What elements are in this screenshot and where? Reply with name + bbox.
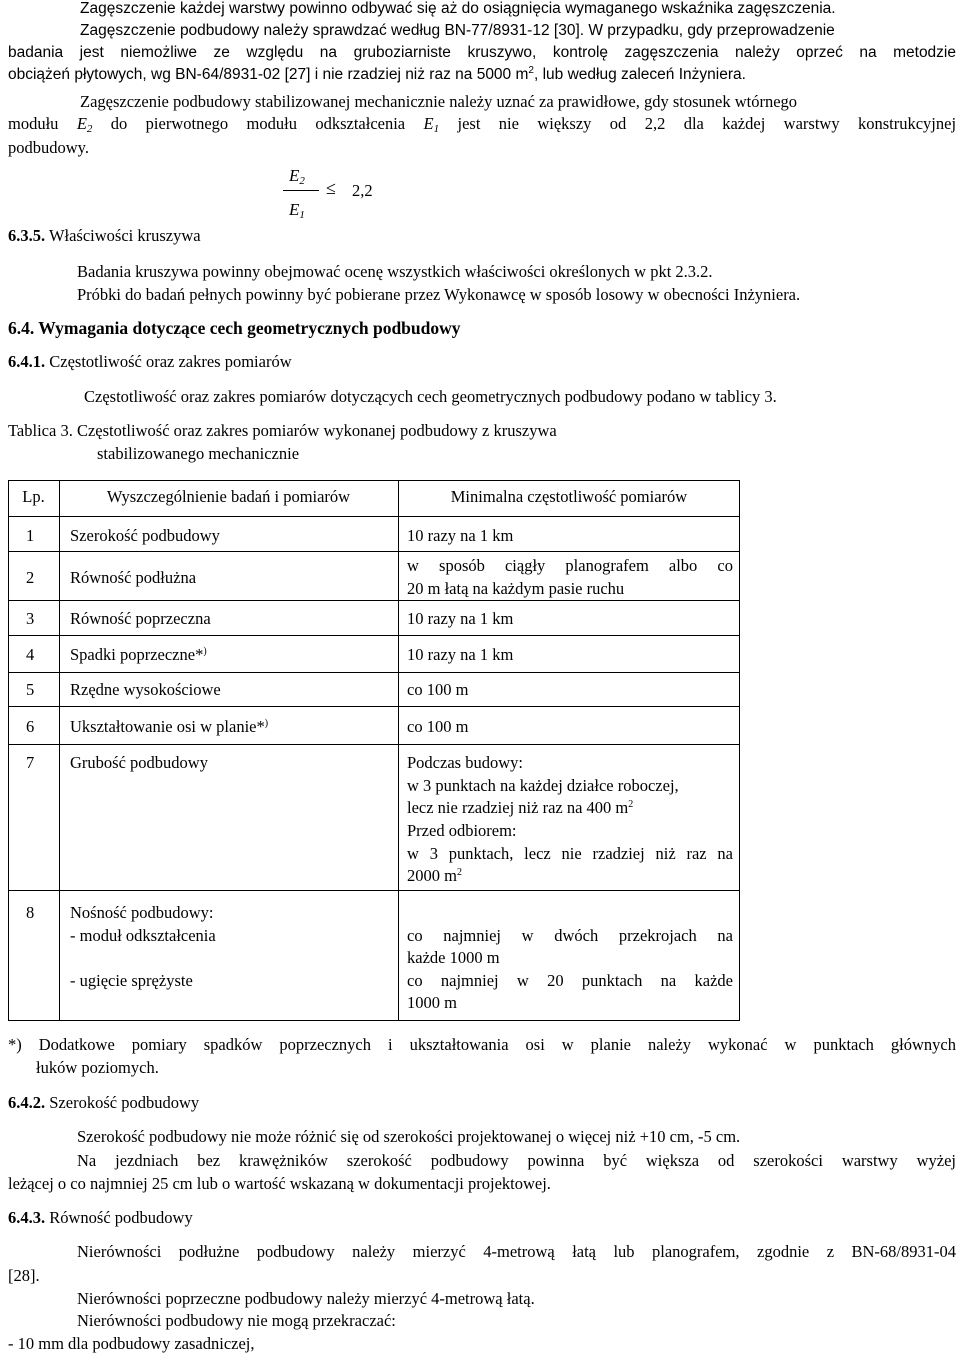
- table-row-frequency: 10 razy na 1 km: [407, 526, 514, 545]
- table-row-name: Rzędne wysokościowe: [70, 680, 221, 699]
- formula-value: 2,2: [352, 181, 373, 200]
- sup-2: 2: [528, 65, 534, 76]
- heading-number: 6.4.3.: [8, 1208, 46, 1227]
- table-row-frequency: lecz nie rzadziej niż raz na 400 $m^2$: [407, 798, 634, 817]
- table-row-frequency: Podczas budowy:: [407, 753, 523, 772]
- table-row-divider: [8, 635, 740, 636]
- table-row-name: Spadki poprzeczne*): [70, 645, 207, 664]
- formula-numerator: $E_2$: [289, 166, 305, 187]
- table-row-frequency: 2000 $m^2$: [407, 866, 462, 885]
- table-row-name: Szerokość podbudowy: [70, 526, 220, 545]
- table-row-frequency: każde 1000 m: [407, 948, 500, 967]
- table-row-frequency: co 100 m: [407, 680, 469, 699]
- table-row-number: 5: [26, 680, 35, 699]
- formula-leq: ≤: [326, 178, 336, 198]
- table-row-name: Nośność podbudowy:: [70, 903, 214, 922]
- table-row-divider: [8, 672, 740, 673]
- table-caption-line-2: stabilizowanego mechanicznie: [97, 444, 300, 463]
- table-row-number: 7: [26, 753, 35, 772]
- table-row-number: 2: [26, 568, 35, 587]
- table-row-number: 6: [26, 717, 35, 736]
- heading-number: 6.4.2.: [8, 1093, 46, 1112]
- heading-text: Właściwości kruszywa: [48, 226, 201, 245]
- sec641-p1: Częstotliwość oraz zakres pomiarów dotyczących cech geometrycznych podbudowy podano w tablicy 3.: [84, 387, 777, 406]
- table-col-divider: [59, 480, 60, 1021]
- table-row-frequency: w 3 punktach na każdej działce roboczej,: [407, 776, 679, 795]
- sec643-p4: - 10 mm dla podbudowy zasadniczej,: [8, 1334, 255, 1353]
- modulus-word: modułu: [8, 114, 59, 133]
- table-row-divider: [8, 890, 740, 891]
- footnote-line-2: łuków poziomych.: [36, 1058, 159, 1077]
- intro-line-3: badania jest niemożliwe ze względu na gruboziarniste kruszywo, kontrolę zagęszczenia należy oprzeć na metodzie: [8, 44, 956, 61]
- sec642-p2-line-1: Na jezdniach bez krawężników szerokość podbudowy powinna być większa od szerokości warstwy wyżej: [77, 1151, 956, 1170]
- e2-symbol: $E_2$: [76, 114, 93, 135]
- heading-6-4: 6.4. Wymagania dotyczące cech geometrycznych podbudowy: [8, 318, 461, 338]
- heading-6-3-5: [8, 226, 201, 246]
- modulus-mid: do pierwotnego modułu odkształcenia: [110, 114, 406, 133]
- heading-text: Równość podbudowy: [49, 1208, 193, 1227]
- sec642-p1: Szerokość podbudowy nie może różnić się od szerokości projektowanej o więcej niż +10 cm, -5 cm.: [77, 1127, 741, 1146]
- intro-line-4: [8, 66, 746, 84]
- intro-line-4-text: obciążeń płytowych, wg BN-64/8931-02 [27] i nie rzadziej niż raz na 5000 m: [8, 66, 529, 83]
- intro-line-1: Zagęszczenie każdej warstwy powinno odbywać się aż do osiągnięcia wymaganego wskaźnika zagęszczenia.: [80, 0, 836, 17]
- footnote-line-1: *) Dodatkowe pomiary spadków poprzecznych i ukształtowania osi w planie należy wykonać w punktach głównych: [8, 1035, 956, 1054]
- table-row-name: Równość podłużna: [70, 568, 197, 587]
- sec643-p1-line-2: [28].: [8, 1266, 40, 1285]
- sec642-p2-line-2: leżącej o co najmniej 25 cm lub o wartość wskazaną w dokumentacji projektowej.: [8, 1174, 551, 1193]
- sec643-p1-line-1: Nierówności podłużne podbudowy należy mierzyć 4-metrową łatą lub planografem, zgodnie z BN-68/8931-04: [77, 1242, 956, 1261]
- table-caption-line-1: Tablica 3. Częstotliwość oraz zakres pomiarów wykonanej podbudowy z kruszywa: [8, 421, 557, 440]
- table-row-frequency: 10 razy na 1 km: [407, 645, 514, 664]
- modulus-line-1: Zagęszczenie podbudowy stabilizowanej mechanicznie należy uznać za prawidłowe, gdy stosunek wtórnego: [80, 92, 798, 111]
- table-row-number: 4: [26, 645, 35, 664]
- table-header-lp: Lp.: [22, 487, 45, 506]
- table-row-divider: [8, 744, 740, 745]
- table-row-divider: [8, 551, 740, 552]
- intro-line-4-end: , lub według zaleceń Inżyniera.: [533, 66, 746, 83]
- table-row-frequency: 10 razy na 1 km: [407, 609, 514, 628]
- table-row-frequency: Przed odbiorem:: [407, 821, 517, 840]
- heading-6-4-2: [8, 1093, 199, 1113]
- sec635-p2: Próbki do badań pełnych powinny być pobierane przez Wykonawcę w sposób losowy w obecności Inżyniera.: [77, 285, 801, 304]
- formula-denominator: $E_1$: [289, 200, 305, 221]
- modulus-line-3: podbudowy.: [8, 138, 89, 157]
- table-row-name: Równość poprzeczna: [70, 609, 211, 628]
- heading-text: Częstotliwość oraz zakres pomiarów: [49, 352, 292, 371]
- sec643-p2: Nierówności poprzeczne podbudowy należy mierzyć 4-metrową łatą.: [77, 1289, 535, 1308]
- table-row-number: 1: [26, 526, 35, 545]
- table-row-subitem: - moduł odkształcenia: [70, 926, 216, 945]
- modulus-line-2: [8, 114, 956, 134]
- e1-symbol: $E_1$: [423, 114, 440, 135]
- heading-number: 6.3.5.: [8, 226, 46, 245]
- heading-number: 6.4.1.: [8, 352, 46, 371]
- table-row-frequency: w 3 punktach, lecz nie rzadziej niż raz na: [407, 844, 733, 863]
- table-row-number: 3: [26, 609, 35, 628]
- table-row-subitem: - ugięcie sprężyste: [70, 971, 193, 990]
- intro-line-2: Zagęszczenie podbudowy należy sprawdzać według BN-77/8931-12 [30]. W przypadku, gdy przeprowadzenie: [80, 22, 835, 39]
- table-header-description: Wyszczególnienie badań i pomiarów: [106, 487, 351, 506]
- table-row-divider: [8, 600, 740, 601]
- table-header-frequency: Minimalna częstotliwość pomiarów: [450, 487, 688, 506]
- table-row-frequency: w sposób ciągły planografem albo co: [407, 556, 733, 575]
- table-row-frequency: co najmniej w 20 punktach na każde: [407, 971, 733, 990]
- table-row-divider: [8, 706, 740, 707]
- table-row-frequency: 20 m łatą na każdym pasie ruchu: [407, 579, 625, 598]
- heading-6-4-3: [8, 1208, 193, 1228]
- table-row-name: Ukształtowanie osi w planie*): [70, 717, 269, 736]
- sec643-p3: Nierówności podbudowy nie mogą przekraczać:: [77, 1311, 396, 1330]
- table-row-frequency: co najmniej w dwóch przekrojach na: [407, 926, 733, 945]
- sec635-p1: Badania kruszywa powinny obejmować ocenę wszystkich właściwości określonych w pkt 2.3.2.: [77, 262, 713, 281]
- fraction-bar: [283, 190, 319, 191]
- table-row-divider: [8, 516, 740, 517]
- heading-text: Szerokość podbudowy: [49, 1093, 200, 1112]
- table-row-name: Grubość podbudowy: [70, 753, 208, 772]
- table-row-frequency: co 100 m: [407, 717, 469, 736]
- table-row-frequency: 1000 m: [407, 993, 457, 1012]
- table-row-number: 8: [26, 903, 35, 922]
- table-col-divider: [398, 480, 399, 1021]
- modulus-end: jest nie większy od 2,2 dla każdej warstwy konstrukcyjnej: [457, 114, 957, 133]
- heading-6-4-1: [8, 352, 292, 372]
